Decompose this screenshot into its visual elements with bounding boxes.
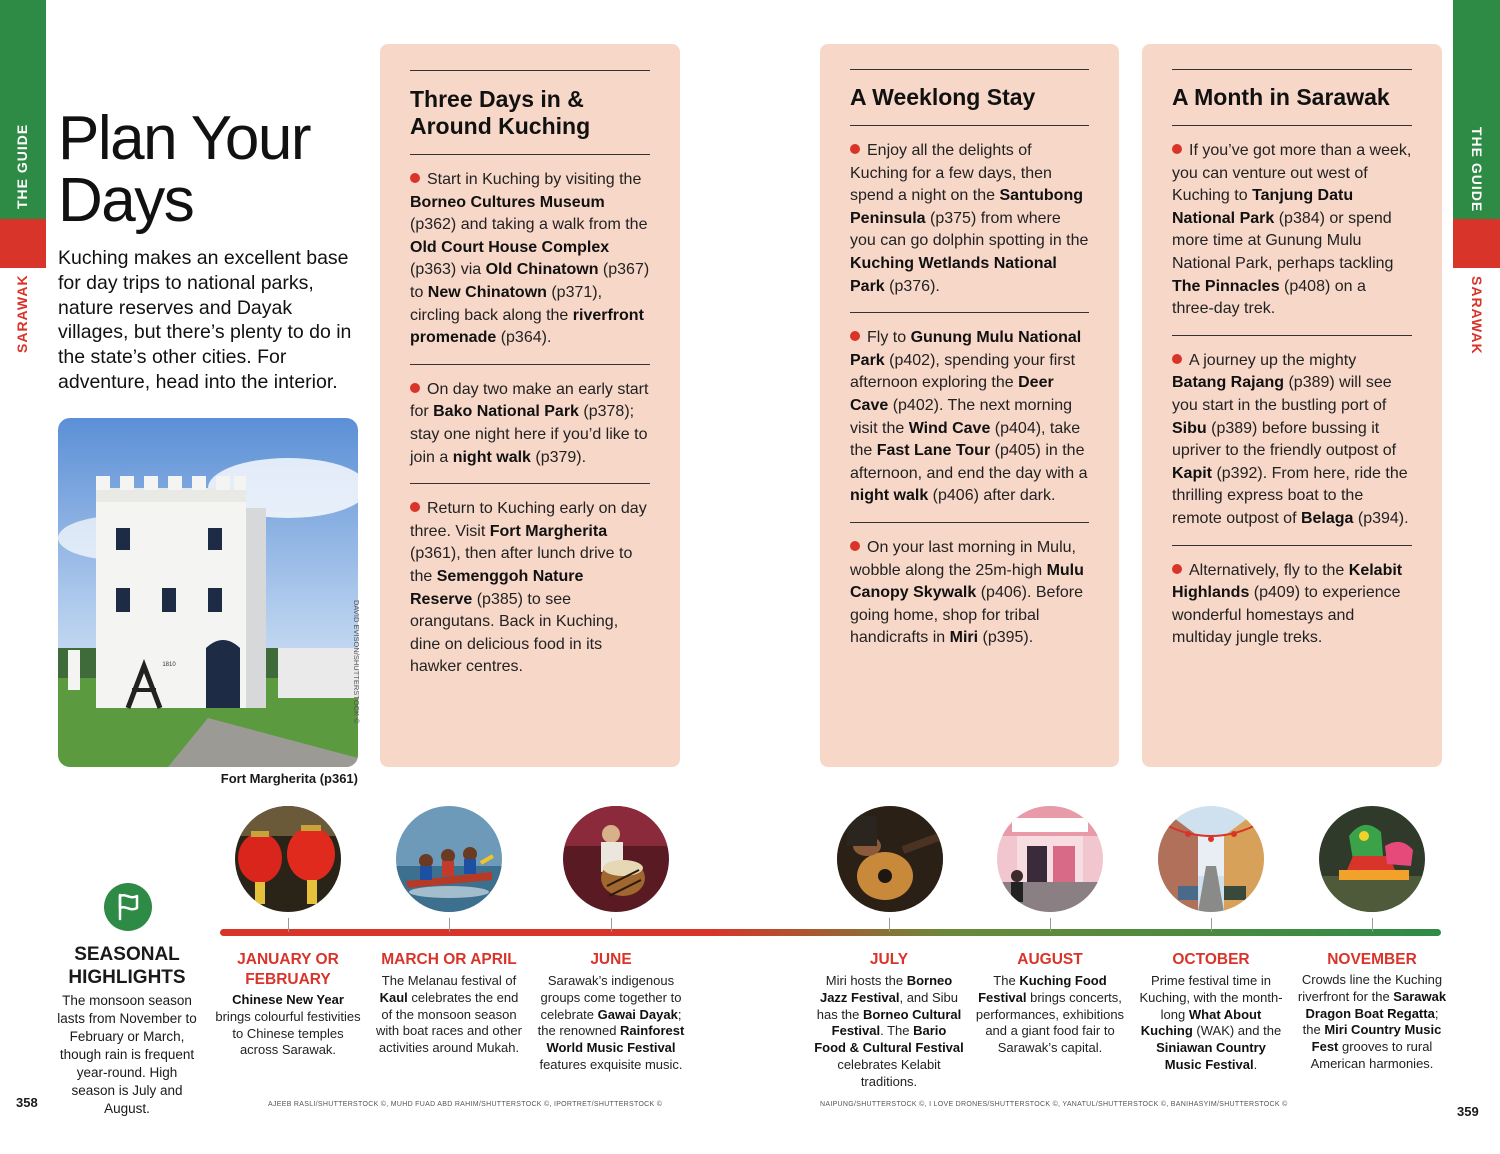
event-tick: [449, 918, 450, 932]
itinerary-item: On your last morning in Mulu, wobble along the 25m-high Mulu Canopy Skywalk (p406). Before going home, shop for tribal handicrafts in Miri (p395).: [850, 538, 1084, 647]
event-description: Prime festival time in Kuching, with the month-long What About Kuching (WAK) and the Siniawan Country Music Festival.: [1139, 973, 1283, 1072]
event-tick: [1372, 918, 1373, 932]
event-month: JULY: [869, 951, 909, 968]
bullet-dot-icon: [1172, 564, 1182, 574]
itinerary-item: Start in Kuching by visiting the Borneo Cultures Museum (p362) and taking a walk from the Old Court House Complex (p363) via Old Chinatown (p367) to New Chinatown (p371), circling back along the riverfront promenade (p364).: [410, 155, 650, 365]
bullet-dot-icon: [1172, 354, 1182, 364]
itinerary-item: Alternatively, fly to the Kelabit Highlands (p409) to experience wonderful homestays and multiday jungle treks.: [1172, 561, 1403, 647]
panel-title: A Month in Sarawak: [1172, 84, 1390, 110]
panel-top-rule: [850, 69, 1089, 70]
seasonal-text: The monsoon season lasts from November to February or March, though rain is frequent year-round. High season is July and August.: [57, 993, 197, 1116]
timeline-bar: [220, 929, 1441, 936]
intro-text: Kuching makes an excellent base for day trips to national parks, nature reserves and Dayak villages, but there’s plenty to do in the state’s other cities. For adventure, head into the interior.: [58, 247, 352, 393]
bullet-dot-icon: [410, 383, 420, 393]
bullet-dot-icon: [850, 144, 860, 154]
event-photo-food-fair: [997, 806, 1103, 912]
event-tick: [611, 918, 612, 932]
itinerary-item: Fly to Gunung Mulu National Park (p402), spending your first afternoon exploring the Deer Cave (p402). The next morning visit the Wind Cave (p404), take the Fast Lane Tour (p405) in the afternoon, and end the day with a night walk (p406) after dark.: [850, 313, 1089, 523]
event-description: Crowds line the Kuching riverfront for the Sarawak Dragon Boat Regatta; the Miri Country Music Fest grooves to rural American harmonies.: [1297, 972, 1447, 1071]
event-photo-street: [1158, 806, 1264, 912]
panel-top-rule: [410, 70, 650, 71]
right-tab-guide-label: THE GUIDE: [1469, 127, 1485, 213]
itinerary-item: Return to Kuching early on day three. Visit Fort Margherita (p361), then after lunch drive to the Semenggoh Nature Reserve (p385) to see orangutans. Back in Kuching, dine on delicious food in its hawker centres.: [410, 500, 647, 676]
event-description: The Kuching Food Festival brings concerts, performances, exhibitions and a giant food fair to Sarawak’s capital.: [975, 973, 1125, 1056]
event-photo-lanterns: [235, 806, 341, 912]
fort-plaque: 1810: [162, 662, 176, 668]
event-month: JUNE: [590, 951, 632, 968]
page-title: Plan Your Days: [58, 104, 310, 235]
fort-margherita-photo: [58, 418, 358, 767]
event-photo-dragon-boat: [1319, 806, 1425, 912]
photo-credits-left: AJEEB RASLI/SHUTTERSTOCK ©, MUHD FUAD ABD RAHIM/SHUTTERSTOCK ©, IPORTRET/SHUTTERSTOCK ©: [268, 1101, 663, 1108]
itinerary-item: If you’ve got more than a week, you can venture out west of Kuching to Tanjung Datu National Park (p384) or spend more time at Gunung Mulu National Park, perhaps tackling The Pinnacles (p408) on a three-day trek.: [1172, 126, 1412, 336]
panel-title: Three Days in & Around Kuching: [410, 86, 591, 139]
photo-credit: DAVID EVISON/SHUTTERSTOCK ©: [352, 600, 361, 724]
itinerary-item: Enjoy all the delights of Kuching for a few days, then spend a night on the Santubong Peninsula (p375) from where you can go dolphin spotting in the Kuching Wetlands National Park (p376).: [850, 126, 1089, 313]
event-month: AUGUST: [1017, 951, 1083, 968]
bullet-dot-icon: [850, 331, 860, 341]
itinerary-panel-week: [820, 44, 1119, 767]
bullet-dot-icon: [410, 173, 420, 183]
event-month: NOVEMBER: [1327, 951, 1417, 968]
event-description: Sarawak’s indigenous groups come together to celebrate Gawai Dayak; the renowned Rainforest World Music Festival features exquisite music.: [537, 973, 685, 1072]
left-tab-guide-label: THE GUIDE: [14, 123, 30, 209]
photo-caption: Fort Margherita (p361): [220, 771, 358, 786]
bullet-dot-icon: [850, 541, 860, 551]
event-description: Chinese New Year brings colourful festivities to Chinese temples across Sarawak.: [215, 992, 361, 1058]
event-tick: [1050, 918, 1051, 932]
panel-top-rule: [1172, 69, 1412, 70]
event-tick: [288, 918, 289, 932]
itinerary-item: A journey up the mighty Batang Rajang (p389) will see you start in the bustling port of Sibu (p389) before bussing it upriver to the friendly outpost of Kapit (p392). From here, ride the thrilling express boat to the remote outpost of Belaga (p394).: [1172, 336, 1412, 546]
page-number-left: 358: [16, 1095, 38, 1110]
itinerary-panel-three-days: [380, 44, 680, 767]
event-description: The Melanau festival of Kaul celebrates the end of the monsoon season with boat races and other activities around Mukah.: [376, 973, 522, 1056]
event-tick: [1211, 918, 1212, 932]
event-tick: [889, 918, 890, 932]
right-tab-region-label: SARAWAK: [1469, 276, 1485, 355]
page-number-right: 359: [1457, 1104, 1479, 1119]
right-tab-region: [1453, 219, 1500, 268]
flag-icon: [104, 883, 152, 931]
left-tab-region-label: SARAWAK: [14, 274, 30, 353]
itinerary-item: On day two make an early start for Bako National Park (p378); stay one night here if you’d like to join a night walk (p379).: [410, 365, 650, 484]
event-description: Miri hosts the Borneo Jazz Festival, and Sibu has the Borneo Cultural Festival. The Bario Food & Cultural Festival celebrates Kelabit traditions.: [814, 973, 964, 1089]
event-month: JANUARY OR FEBRUARY: [237, 951, 339, 988]
bullet-dot-icon: [410, 502, 420, 512]
photo-credits-right: NAIPUNG/SHUTTERSTOCK ©, I LOVE DRONES/SHUTTERSTOCK ©, YANATUL/SHUTTERSTOCK ©, BANIHASYIM/SHUTTERSTOCK ©: [820, 1101, 1288, 1108]
seasonal-title: SEASONAL HIGHLIGHTS: [68, 944, 186, 988]
left-tab-region: [0, 219, 46, 268]
event-month: MARCH OR APRIL: [381, 951, 517, 968]
event-photo-drummer: [563, 806, 669, 912]
bullet-dot-icon: [1172, 144, 1182, 154]
itinerary-panel-month: [1142, 44, 1442, 767]
event-photo-boat-race: [396, 806, 502, 912]
panel-title: A Weeklong Stay: [850, 84, 1036, 110]
event-photo-guitar: [837, 806, 943, 912]
event-month: OCTOBER: [1172, 951, 1250, 968]
